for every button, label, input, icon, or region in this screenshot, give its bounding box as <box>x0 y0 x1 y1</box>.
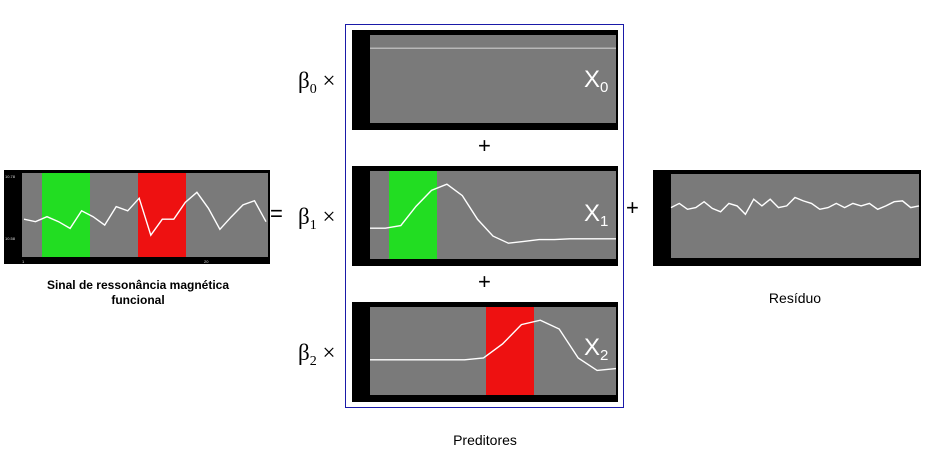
beta-1-index: 1 <box>309 218 317 233</box>
residual-caption: Resíduo <box>768 290 822 306</box>
signal-caption-line1: Sinal de ressonância magnética <box>46 278 230 292</box>
signal-y-top-tick: 10.78 <box>5 174 16 179</box>
x1-letter: X <box>584 200 601 227</box>
x1-index: 1 <box>600 213 609 230</box>
beta-0-label <box>298 68 335 98</box>
x0-letter: X <box>584 66 601 93</box>
signal-x-tick-left: 1 <box>22 259 25 264</box>
x2-index: 2 <box>600 347 609 364</box>
plus-sign-2: + <box>478 269 491 294</box>
plus-sign-3: + <box>626 195 639 220</box>
beta-2-index: 2 <box>309 354 317 369</box>
x0-label <box>584 66 608 96</box>
preditores-caption: Preditores <box>453 432 517 448</box>
beta-2-times: × <box>322 340 336 365</box>
signal-y-mid-tick: 10.58 <box>5 236 16 241</box>
x1-green-block <box>389 171 437 259</box>
beta-0-symbol: β <box>298 68 310 93</box>
x0-index: 0 <box>600 79 609 96</box>
x0-plot <box>352 30 618 130</box>
signal-caption-line2: funcional <box>111 293 165 307</box>
x1-plot <box>352 166 618 266</box>
beta-0-index: 0 <box>309 82 317 97</box>
x2-label <box>584 334 608 364</box>
plus-sign-1: + <box>478 133 491 158</box>
residual-plot <box>653 170 921 266</box>
x2-letter: X <box>584 334 601 361</box>
residual-plot-area <box>671 174 919 258</box>
beta-1-times: × <box>322 204 336 229</box>
beta-1-symbol: β <box>298 204 310 229</box>
x1-label <box>584 200 608 230</box>
signal-x-tick-right: 20 <box>204 259 209 264</box>
beta-0-times: × <box>322 68 336 93</box>
signal-plot <box>4 170 270 264</box>
beta-2-symbol: β <box>298 340 310 365</box>
x2-plot <box>352 302 618 402</box>
signal-caption <box>12 278 264 308</box>
beta-1-label <box>298 204 335 234</box>
signal-green-block <box>42 173 90 257</box>
equals-sign: = <box>270 201 283 226</box>
beta-2-label <box>298 340 335 370</box>
